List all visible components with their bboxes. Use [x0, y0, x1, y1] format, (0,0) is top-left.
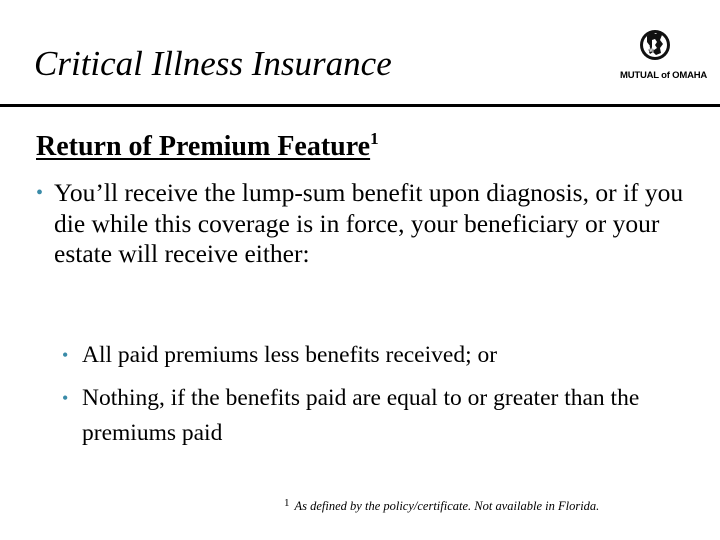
- bullet-main: [36, 178, 696, 270]
- logo-text: MUTUAL of OMAHA: [620, 70, 708, 81]
- section-heading-text: Return of Premium Feature: [36, 131, 371, 162]
- sub-bullet-1: [62, 338, 682, 373]
- svg-text:M: M: [648, 47, 654, 54]
- sub-bullet-text: Nothing, if the benefits paid are equal to or greater than the premiums paid: [82, 385, 640, 446]
- indian-chief-head-icon: [639, 22, 671, 68]
- footnote-text: As defined by the policy/certificate. Not available in Florida.: [294, 499, 600, 513]
- heading-footnote-mark: 1: [370, 129, 379, 148]
- footnote-mark: 1: [284, 497, 290, 509]
- footnote: [284, 497, 599, 514]
- section-heading: [36, 129, 379, 162]
- title-rule: [0, 104, 720, 107]
- bullet-dot-icon: •: [62, 345, 69, 365]
- company-logo: [620, 20, 708, 86]
- slide-title: Critical Illness Insurance: [34, 44, 392, 83]
- sub-bullet-text: All paid premiums less benefits received; or: [82, 342, 498, 368]
- bullet-dot-icon: •: [62, 388, 69, 408]
- sub-bullet-2: [62, 381, 682, 451]
- bullet-dot-icon: •: [36, 182, 44, 204]
- bullet-main-text: You’ll receive the lump-sum benefit upon diagnosis, or if you die while this coverage is in force, your beneficiary or your estate will receive either:: [54, 178, 684, 268]
